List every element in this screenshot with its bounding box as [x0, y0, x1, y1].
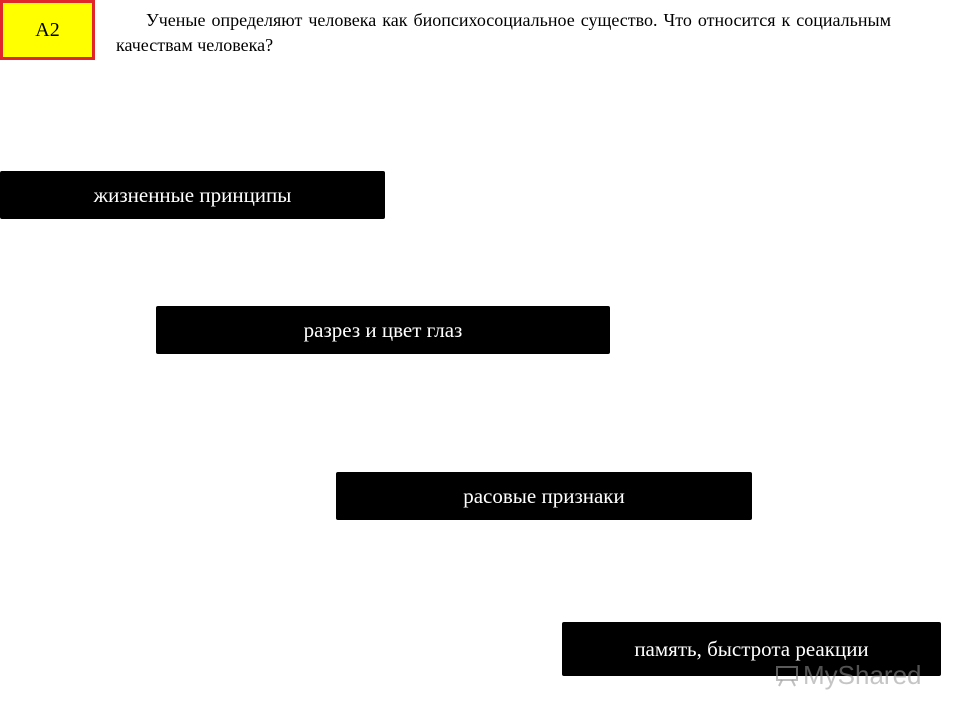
question-text: Ученые определяют человека как биопсихосоциальное существо. Что относится к социальным качествам человека?	[116, 10, 891, 55]
answer-button-2[interactable]	[156, 306, 610, 354]
presentation-board-icon	[775, 665, 799, 687]
answer-label: память, быстрота реакции	[634, 636, 869, 661]
answer-label: расовые признаки	[463, 483, 625, 508]
watermark-text: MyShared	[803, 660, 922, 690]
watermark-logo	[775, 660, 922, 691]
answer-button-1[interactable]	[0, 171, 385, 219]
answer-button-3[interactable]	[336, 472, 752, 520]
answer-label: разрез и цвет глаз	[303, 317, 463, 342]
question-number-badge	[0, 0, 95, 60]
answer-label: жизненные принципы	[93, 182, 292, 207]
question-number-label: А2	[35, 18, 60, 41]
